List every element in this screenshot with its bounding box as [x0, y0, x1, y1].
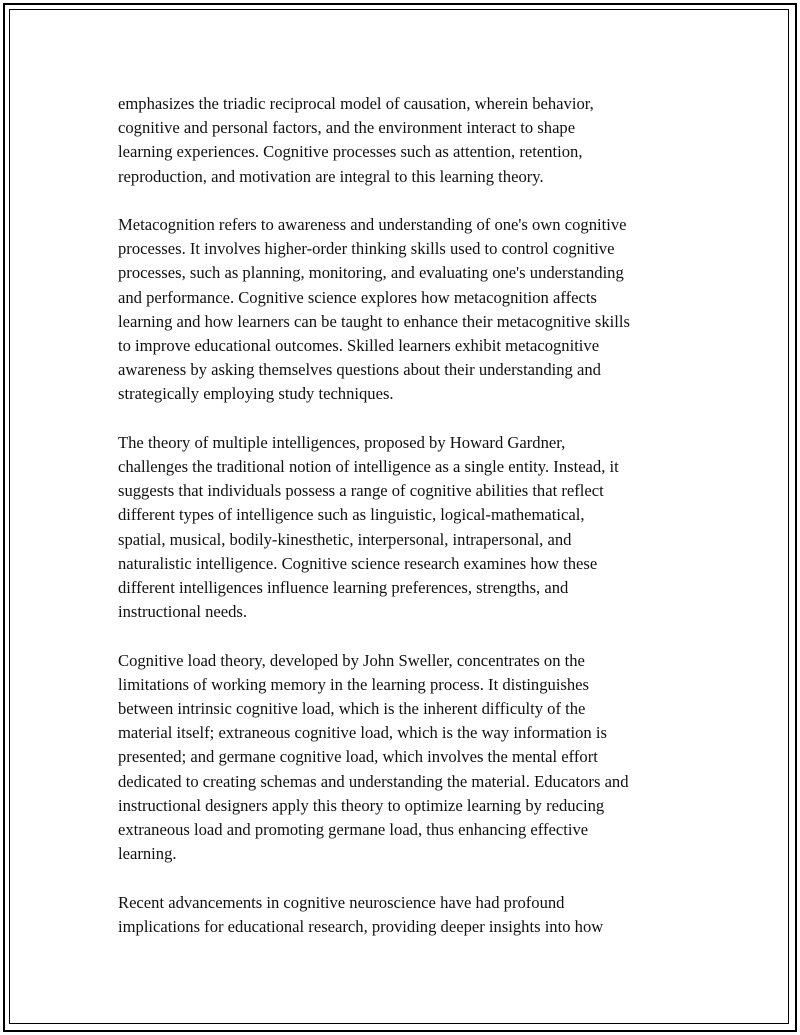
paragraph-multiple-intelligences: The theory of multiple intelligences, proposed by Howard Gardner, challenges the traditional notion of intelligence as a single entity. Instead, it suggests that individuals possess a range of cognitive abilities that reflect different types of intelligence such as linguistic, logical-mathematical, spatial, musical, bodily-kinesthetic, interpersonal, intrapersonal, and naturalistic intelligence. Cognitive science research examines how these different intelligences influence learning preferences, strengths, and instructional needs.: [118, 432, 619, 622]
paragraph-neuroscience: Recent advancements in cognitive neuroscience have had profound implications for educational research, providing deeper insights into how: [118, 892, 604, 936]
paragraph-social-learning: emphasizes the triadic reciprocal model of causation, wherein behavior, cognitive and personal factors, and the environment interact to shape learning experiences. Cognitive processes such as attention, retention, reproduction, and motivation are integral to this learning theory.: [118, 94, 594, 186]
paragraph-metacognition: Metacognition refers to awareness and understanding of one's own cognitive processes. It involves higher-order thinking skills used to control cognitive processes, such as planning, monitoring, and evaluating one's understanding and performance. Cognitive science explores how metacognition affects learning and how learners can be taught to enhance their metacognitive skills to improve educational outcomes. Skilled learners exhibit metacognitive awareness by asking themselves questions about their understanding and strategically employing study techniques.: [118, 215, 630, 404]
document-body: [118, 92, 698, 963]
paragraph-cognitive-load: Cognitive load theory, developed by John Sweller, concentrates on the limitations of working memory in the learning process. It distinguishes between intrinsic cognitive load, which is the inherent difficulty of the material itself; extraneous cognitive load, which is the way information is presented; and germane cognitive load, which involves the mental effort dedicated to creating schemas and understanding the material. Educators and instructional designers apply this theory to optimize learning by reducing extraneous load and promoting germane load, thus enhancing effective learning.: [118, 650, 629, 864]
